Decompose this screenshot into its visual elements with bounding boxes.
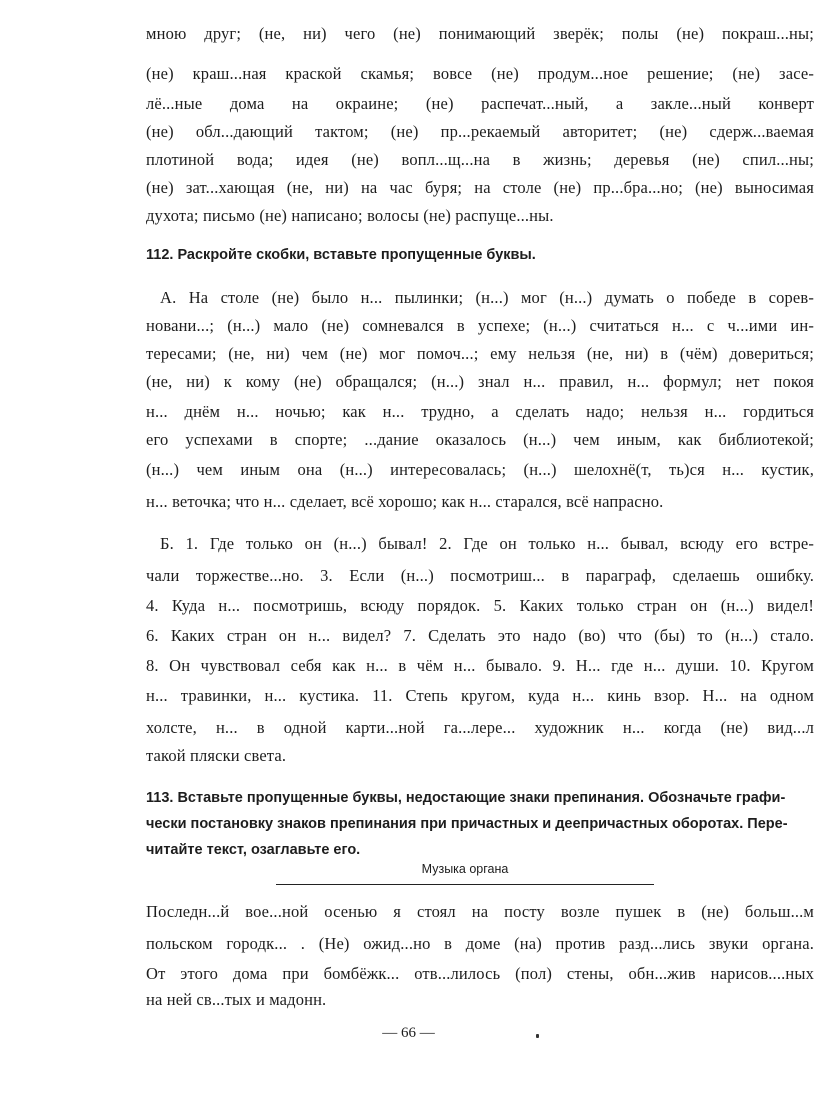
text-line: н... днём н... ночью; как н... трудно, а сделать надо; нельзя н... гордиться: [146, 402, 814, 421]
text-line: н... травинки, н... кустика. 11. Степь кругом, куда н... кинь взор. Н... на одном: [146, 686, 814, 705]
text-line: духота; письмо (не) написано; волосы (не) распуще...ны.: [146, 206, 554, 225]
caption-rule: [276, 884, 654, 885]
text-line: (не) зат...хающая (не, ни) на час буря; на столе (не) пр...бра...но; (не) выносимая: [146, 178, 814, 197]
text-line: лё...ные дома на окраине; (не) распечат...ный, а закле...ный конверт: [146, 94, 814, 113]
text-line: 6. Каких стран он н... видел? 7. Сделать это надо (во) что (бы) то (н...) стало.: [146, 626, 814, 645]
scan-speck: [536, 1034, 539, 1038]
text-line: (не) краш...ная краской скамья; вовсе (не) продум...ное решение; (не) засе-: [146, 64, 814, 83]
heading-line: 113. Вставьте пропущенные буквы, недостающие знаки препинания. Обозначьте графи-: [146, 790, 786, 806]
text-line: А. На столе (не) было н... пылинки; (н...) мог (н...) думать о победе в сорев-: [160, 288, 814, 307]
text-line: 4. Куда н... посмотришь, всюду порядок. 5. Каких только стран он (н...) видел!: [146, 596, 814, 615]
text-line: Последн...й вое...ной осенью я стоял на посту возле пушек в (не) больш...м: [146, 902, 814, 921]
text-line: (н...) чем иным она (н...) интересовалась; (н...) шелохнё(т, ть)ся н... кустик,: [146, 460, 814, 479]
text-line: От этого дома при бомбёжк... отв...лилось (пол) стены, обн...жив нарисов....ных: [146, 964, 814, 983]
text-line: его успехами в спорте; ...дание оказалось (н...) чем иным, как библиотекой;: [146, 430, 814, 449]
text-line: плотиной вода; идея (не) вопл...щ...на в жизнь; деревья (не) спил...ны;: [146, 150, 814, 169]
text-line: такой пляски света.: [146, 746, 287, 765]
page-number: — 66 —: [382, 1025, 435, 1041]
text-line: мною друг; (не, ни) чего (не) понимающий зверёк; полы (не) покраш...ны;: [146, 24, 814, 43]
text-line: Б. 1. Где только он (н...) бывал! 2. Где он только н... бывал, всюду его встре-: [160, 534, 814, 553]
text-line: новани...; (н...) мало (не) сомневался в успехе; (н...) считаться н... с ч...ими ин-: [146, 316, 814, 335]
exercise-112-heading: 112. Раскройте скобки, вставьте пропущенные буквы.: [146, 247, 536, 263]
text-line: холсте, н... в одной карти...ной га...лере... художник н... когда (не) вид...л: [146, 718, 814, 737]
text-title-caption: Музыка органа: [421, 862, 509, 876]
text-line: польском городк... . (Не) ожид...но в доме (на) против разд...лись звуки органа.: [146, 934, 814, 953]
text-line: на ней св...тых и мадонн.: [146, 990, 327, 1009]
text-line: 8. Он чувствовал себя как н... в чём н... бывало. 9. Н... где н... души. 10. Кругом: [146, 656, 814, 675]
text-line: (не, ни) к кому (не) обращался; (н...) знал н... правил, н... формул; нет покоя: [146, 372, 814, 391]
heading-line: чески постановку знаков препинания при причастных и деепричастных оборотах. Пере-: [146, 816, 788, 832]
text-line: н... веточка; что н... сделает, всё хорошо; как н... старался, всё напрасно.: [146, 492, 664, 511]
text-line: чали торжестве...но. 3. Если (н...) посмотриш... в параграф, сделаешь ошибку.: [146, 566, 814, 585]
text-line: тересами; (не, ни) чем (не) мог помоч...; ему нельзя (не, ни) в (чём) довериться;: [146, 344, 814, 363]
heading-line: читайте текст, озаглавьте его.: [146, 842, 361, 858]
text-line: (не) обл...дающий тактом; (не) пр...рекаемый авторитет; (не) сдерж...ваемая: [146, 122, 814, 141]
